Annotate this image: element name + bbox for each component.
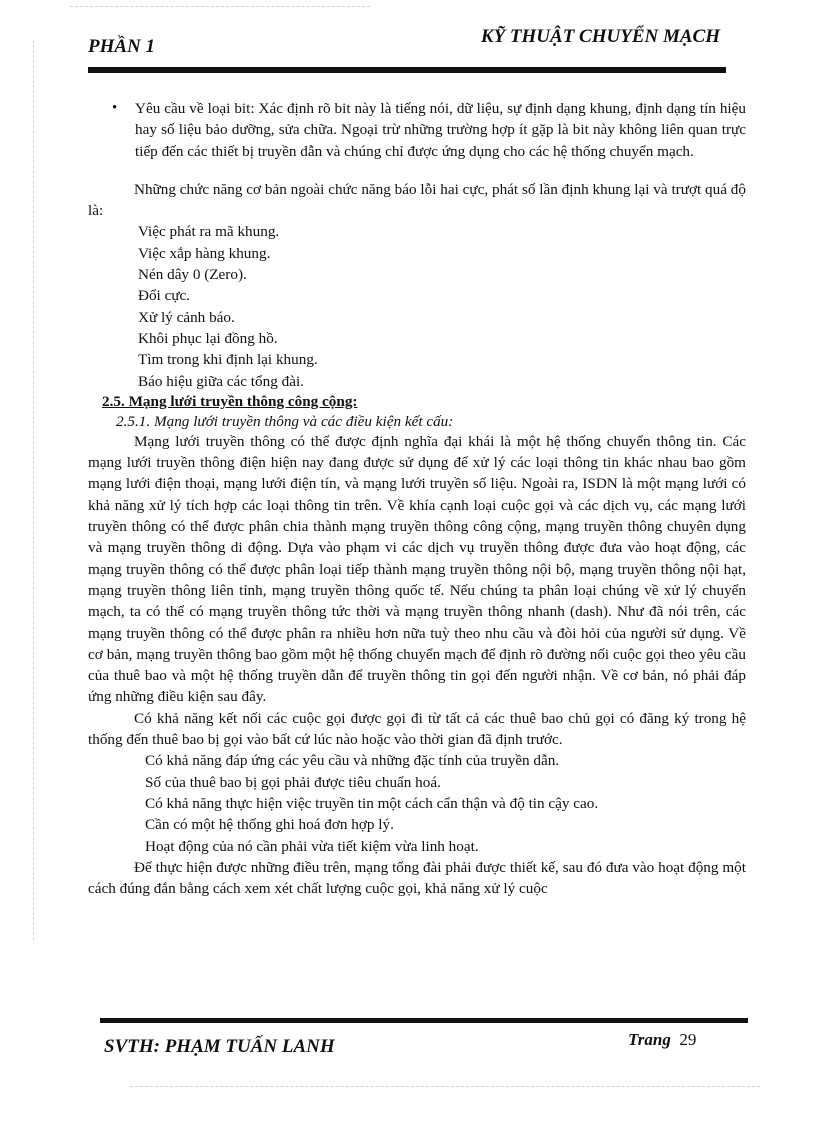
- scan-edge-top: [70, 6, 370, 7]
- list-item: Nén dây 0 (Zero).: [138, 266, 247, 284]
- scan-edge-bottom: [130, 1086, 760, 1087]
- condition-list: [88, 750, 746, 856]
- list-item: Đổi cực.: [138, 287, 191, 305]
- footer-rule: [100, 1018, 748, 1023]
- page-content: [88, 98, 746, 899]
- list-item: Có khả năng đáp ứng các yêu cầu và những đặc tính của truyền dẫn.: [145, 752, 560, 770]
- list-item: Khôi phục lại đồng hồ.: [138, 329, 278, 347]
- list-item: Tìm trong khi định lại khung.: [138, 351, 318, 369]
- footer-page: [628, 1030, 696, 1050]
- function-list: [88, 221, 746, 391]
- subsection-heading: 2.5.1. Mạng lưới truyền thông và các điều kiện kết cấu:: [116, 412, 454, 430]
- list-item: Việc phát ra mã khung.: [138, 223, 280, 241]
- page-label: Trang: [628, 1030, 671, 1049]
- intro-paragraph: Những chức năng cơ bản ngoài chức năng báo lỗi hai cực, phát số lần định khung lại và trượt quá độ là:: [88, 180, 746, 220]
- condition-paragraph: Có khả năng kết nối các cuộc gọi được gọi đi từ tất cả các thuê bao chủ gọi có đăng ký trong hệ thống đến thuê bao bị gọi vào bất cứ lúc nào hoặc vào thời gian đã định trước.: [88, 709, 746, 749]
- main-paragraph: Mạng lưới truyền thông có thể được định nghĩa đại khái là một hệ thống chuyển thông tin. Các mạng lưới truyền thông điện hiện nay đang được sử dụng để xử lý các loại thông tin khác nhau bao gồm mạng lưới điện thoại, mạng lưới điện tín, và mạng lưới truyền số liệu. Ngoài ra, ISDN là một mạng lưới có khả năng xử lý tích hợp các loại thông tin trên. Về khía cạnh loại cuộc gọi và các dịch vụ, các mạng lưới truyền thông có thể được phân chia thành mạng truyền thông công cộng, mạng truyền thông chuyên dụng và mạng truyền thông di động. Dựa vào phạm vi các dịch vụ truyền thông được đưa vào hoạt động, các mạng truyền thông có thể được phân loại tiếp thành mạng truyền thông nội bộ, mạng truyền thông nội hạt, mạng truyền thông liên tỉnh, mạng truyền thông quốc tế. Nếu chúng ta phân loại chúng về xử lý chuyển mạch, ta có thể có mạng truyền thông tức thời và mạng truyền thông nhanh (dash). Như đã nói trên, các mạng truyền thông có thể được phân ra nhiều hơn nữa tuỳ theo nhu cầu và đòi hỏi của người sử dụng. Về cơ bản, mạng truyền thông bao gồm một hệ thống chuyển mạch để định rõ đường nối cuộc gọi theo yêu cầu của thuê bao và một hệ thống truyền dẫn để truyền thông tin gọi đến người nhận. Về cơ bản, nó phải đáp ứng những điều kiện sau đây.: [88, 432, 746, 706]
- footer-author: SVTH: PHẠM TUẤN LANH: [104, 1036, 335, 1057]
- section-heading: 2.5. Mạng lưới truyền thông công cộng:: [102, 392, 358, 410]
- list-item: Hoạt động của nó cần phải vừa tiết kiệm vừa linh hoạt.: [145, 837, 479, 855]
- bullet-item: [88, 98, 746, 162]
- header-part: PHẦN 1: [88, 36, 156, 57]
- bullet-dot-icon: •: [112, 100, 118, 116]
- list-item: Xử lý cảnh báo.: [138, 308, 235, 326]
- list-item: Có khả năng thực hiện việc truyền tin một cách cẩn thận và độ tin cậy cao.: [145, 794, 599, 812]
- list-item: Việc xắp hàng khung.: [138, 244, 271, 262]
- header-title: KỸ THUẬT CHUYỂN MẠCH: [480, 26, 720, 47]
- list-item: Báo hiệu giữa các tổng đài.: [138, 372, 304, 390]
- list-item: Số của thuê bao bị gọi phải được tiêu chuẩn hoá.: [145, 773, 441, 791]
- bullet-text: Yêu cầu về loại bit: Xác định rõ bit này là tiếng nói, dữ liệu, sự định dạng khung, định dạng tín hiệu hay số liệu bảo dưỡng, sửa chữa. Ngoại trừ những trường hợp ít gặp là bit này không liên quan trực tiếp đến các thiết bị truyền dẫn và chúng chỉ được ứng dụng cho các hệ thống chuyển mạch.: [135, 100, 746, 160]
- list-item: Cần có một hệ thống ghi hoá đơn hợp lý.: [145, 816, 394, 834]
- page-number: 29: [679, 1030, 697, 1049]
- closing-paragraph: Để thực hiện được những điều trên, mạng tổng đài phải được thiết kế, sau đó đưa vào hoạt động một cách đúng đắn bằng cách xem xét chất lượng cuộc gọi, khả năng xử lý cuộc: [88, 858, 746, 898]
- scan-edge-left: [33, 40, 34, 940]
- header-rule: [88, 67, 726, 73]
